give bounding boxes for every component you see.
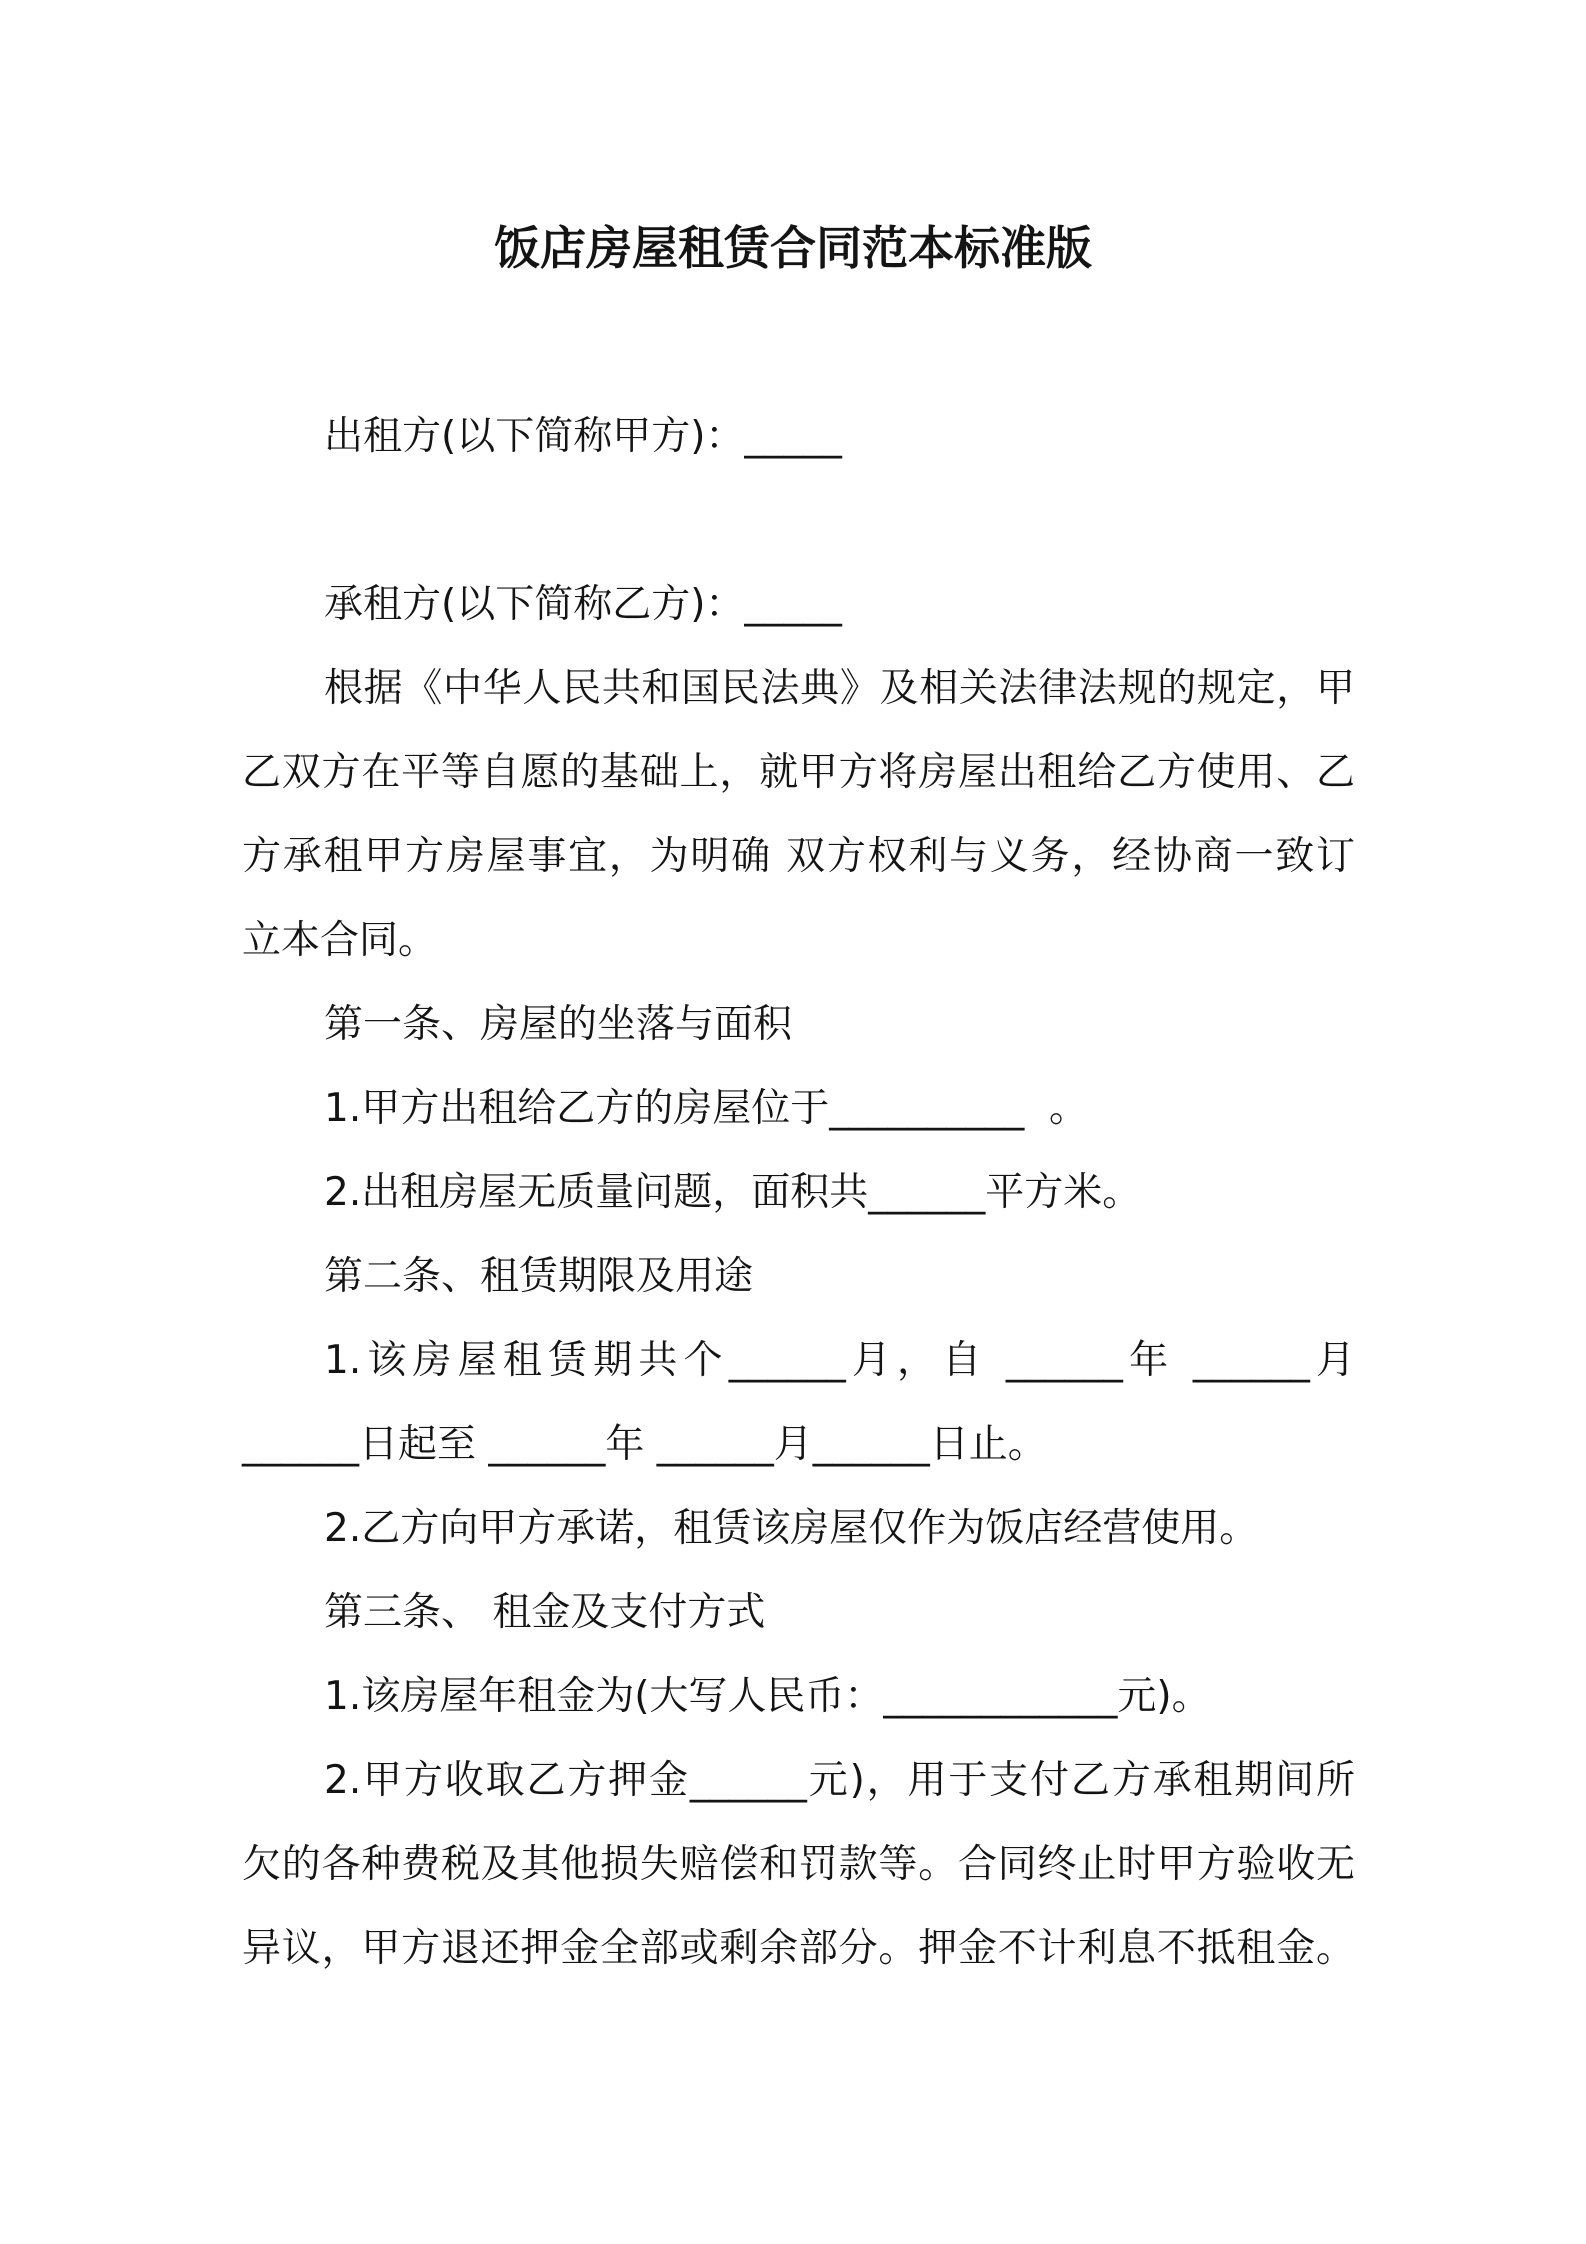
article2-item2: 2.乙方向甲方承诺，租赁该房屋仅作为饭店经营使用。 [324, 1506, 1259, 1551]
article3-item2-line: 异议，甲方退还押金全部或剩余部分。押金不计利息不抵租金。 [242, 1926, 1355, 1971]
document-body [242, 395, 1355, 1991]
preamble-line: 立本合同。 [242, 918, 438, 963]
preamble-line: 乙双方在平等自愿的基础上，就甲方将房屋出租给乙方使用、乙 [242, 750, 1355, 795]
lessor-line: 出租方(以下简称甲方)：_____ [324, 414, 842, 459]
lessee-line: 承租方(以下简称乙方)：_____ [324, 582, 842, 627]
article3-item2-line: 2.甲方收取乙方押金______元)，用于支付乙方承租期间所 [324, 1758, 1355, 1803]
article2-item1-line2: ______日起至 ______年 ______月______日止。 [242, 1422, 1047, 1467]
article3-item2-line: 欠的各种费税及其他损失赔偿和罚款等。合同终止时甲方验收无 [242, 1842, 1355, 1887]
preamble-line: 根据《中华人民共和国民法典》及相关法律法规的规定，甲 [324, 666, 1355, 711]
document-title: 饭店房屋租赁合同范本标准版 [494, 221, 1092, 275]
article1-item1: 1.甲方出租给乙方的房屋位于__________ 。 [324, 1086, 1089, 1131]
article2-item1-line1: 1.该房屋租赁期共个______月，自 ______年 ______月 [324, 1338, 1355, 1383]
preamble-line: 方承租甲方房屋事宜，为明确 双方权利与义务，经协商一致订 [242, 834, 1355, 879]
article1-item2: 2.出租房屋无质量问题，面积共______平方米。 [324, 1170, 1142, 1215]
article1-heading: 第一条、房屋的坐落与面积 [324, 1002, 793, 1047]
article2-heading: 第二条、租赁期限及用途 [324, 1254, 754, 1299]
blank-line [242, 479, 1355, 563]
article3-heading: 第三条、 租金及支付方式 [324, 1590, 766, 1635]
article3-item1: 1.该房屋年租金为(大写人民币：____________元)。 [324, 1674, 1211, 1719]
